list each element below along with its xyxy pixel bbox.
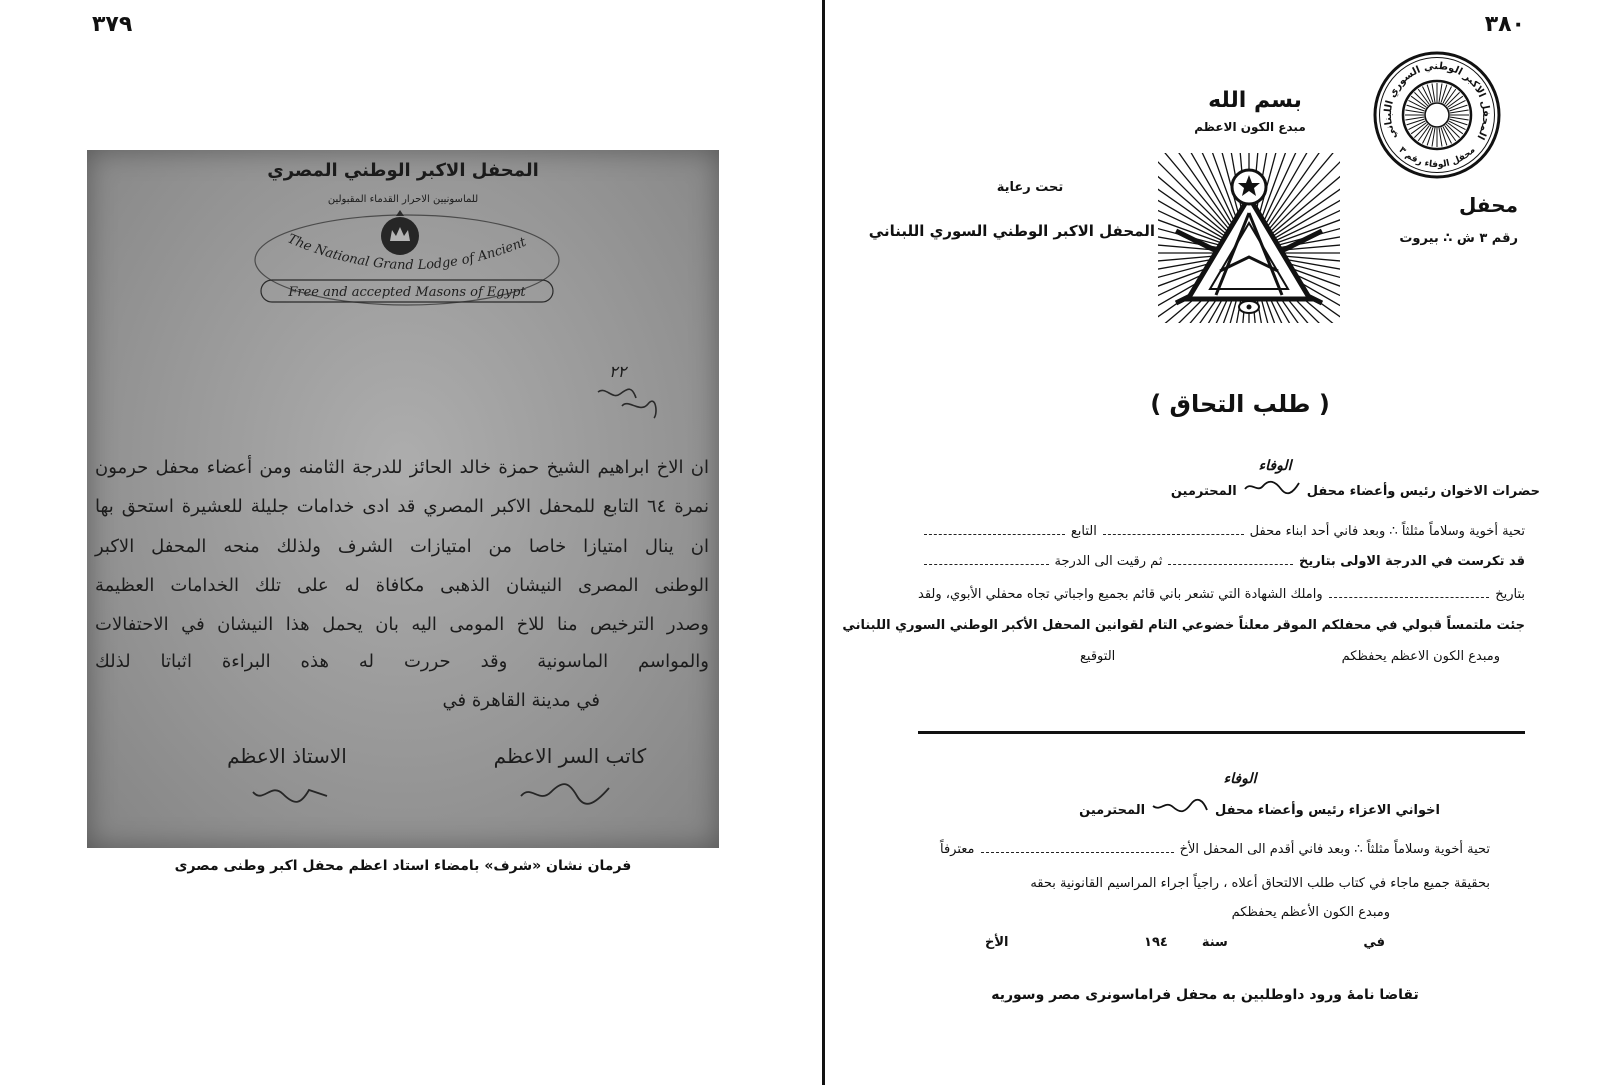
certificate-place-line: في مدينة القاهرة في	[442, 690, 600, 711]
certificate-header-subtitle: للماسونيين الاحرار القدماء المقبولين	[327, 194, 479, 205]
handwritten-date: ٢٢	[609, 362, 627, 381]
sunburst-ray	[1449, 105, 1467, 111]
certificate-body-line: والمواسم الماسونية وقد حررت له هذه البراءة اثباتا لذلك	[95, 651, 709, 672]
sunburst-ray	[1269, 173, 1364, 240]
sunburst-ray	[1432, 128, 1435, 147]
salutation-suffix: المحترمين	[1170, 484, 1237, 499]
form-text: جئت ملتمساً قبولي في محفلكم الموقر معلناً خضوعي التام لقوانين المحفل الأكبر الوطني السوري اللبناني	[842, 618, 1525, 633]
sunburst-ray	[1427, 85, 1433, 103]
salutation-text: حضرات الاخوان رئيس وأعضاء محفل	[1306, 484, 1540, 499]
seal-face-icon	[1425, 103, 1449, 127]
recommendation-salutation	[1079, 798, 1440, 818]
sunburst-ray	[1449, 119, 1467, 125]
secretary-signature-scribble	[517, 778, 617, 808]
sunburst-ray	[1441, 127, 1447, 145]
recommendation-line-2	[960, 875, 1490, 893]
sunburst-ray	[1142, 163, 1231, 238]
recommendation-date-line	[985, 934, 1385, 952]
blank-field	[1103, 523, 1244, 535]
certificate-photo	[87, 150, 719, 848]
sunburst-ray	[1427, 127, 1433, 145]
application-salutation	[1150, 479, 1540, 497]
sunburst-ray	[1407, 119, 1425, 125]
handwritten-lodge-scribble	[1243, 479, 1301, 495]
salutation-suffix: المحترمين	[1079, 803, 1146, 818]
crest-arc-text: The National Grand Lodge of Ancient	[285, 231, 529, 274]
year-value: ١٩٤	[1144, 935, 1168, 950]
sunburst-ray	[1450, 117, 1469, 120]
sunburst-ray	[1441, 85, 1447, 103]
salutation-text: اخواني الاعزاء رئيس وأعضاء محفل	[1215, 803, 1440, 818]
recommendation-handwritten-lodge: الوفاء	[1223, 771, 1257, 787]
form-text: بحقيقة جميع ماجاء في كتاب طلب الالتحاق أعلاه ، راجياً اجراء المراسيم القانونية بحقه	[1030, 876, 1490, 891]
page-gutter-line	[822, 0, 825, 1085]
grand-lodge-crest	[247, 210, 567, 310]
blank-field	[1168, 553, 1293, 565]
sunburst-ray	[1407, 105, 1425, 111]
closing-text: ومبدع الكون الأعظم يحفظكم	[1231, 905, 1390, 920]
sunburst-ray	[1405, 117, 1424, 120]
sunburst-ray	[1450, 110, 1469, 113]
application-line-1	[918, 523, 1525, 541]
certificate-body-line: نمرة ٦٤ التابع للمحفل الاكبر المصري قد ادى خدامات جليلة للعشيرة استحق بها	[95, 496, 709, 517]
sunburst-ray	[1439, 128, 1442, 147]
form-text: تحية أخوية وسلاماً مثلثاً ∴ وبعد فاني أقدم الى المحفل الأخ	[1179, 842, 1490, 857]
handwritten-lodge-scribble	[1151, 798, 1209, 814]
seal-bottom-text: محفل الوفاء رقم ٣	[1396, 145, 1478, 171]
application-handwritten-lodge: الوفاء	[1258, 458, 1292, 474]
sunburst-ray	[1267, 163, 1356, 238]
recommendation-closing-line	[1150, 904, 1390, 922]
blank-field	[981, 841, 1174, 853]
invocation: مبدع الكون الاعظم	[1194, 120, 1306, 134]
masonic-emblem	[1158, 153, 1340, 323]
certificate-header-title: المحفل الاكبر الوطني المصري	[267, 160, 539, 181]
sunburst-ray	[1405, 110, 1424, 113]
right-figure-caption: تقاضا نامهٔ ورود داوطلبين به محفل فراماسونرى مصر وسوريه	[991, 987, 1419, 1003]
form-text: قد تكرست في الدرجة الاولى بتاريخ	[1298, 554, 1525, 569]
blank-field	[924, 553, 1049, 565]
signature-label: التوقيع	[1080, 649, 1116, 664]
lodge-label: محفل	[1458, 193, 1518, 217]
secretary-signature-label: كاتب السر الاعظم	[493, 744, 647, 768]
blank-field	[924, 523, 1065, 535]
sunburst-ray	[1266, 154, 1348, 236]
certificate-body-line: الوطنى المصرى النيشان الذهبى مكافاة له على تلك الخدامات العظيمة	[95, 575, 709, 596]
certificate-body-line: ان ينال امتيازا خاصا من امتيازات الشرف ولذلك منحه المحفل الاكبر	[95, 536, 709, 557]
right-page-number: ٣٨٠	[1484, 12, 1525, 37]
handwritten-date-scribble	[592, 384, 662, 422]
lodge-number: رقم ٣ ش ∴ بيروت	[1399, 231, 1518, 246]
application-line-2	[918, 553, 1525, 571]
application-closing-line	[1040, 648, 1500, 666]
closing-text: ومبدع الكون الاعظم يحفظكم	[1341, 649, 1500, 664]
sunburst-ray	[1439, 83, 1442, 102]
left-page-number: ٣٧٩	[92, 12, 133, 37]
application-line-3	[918, 586, 1525, 604]
sunburst-ray	[1432, 83, 1435, 102]
sunburst-ray	[1263, 138, 1330, 233]
section-divider	[918, 731, 1525, 734]
left-figure-caption: فرمان نشان «شرف» بامضاء استاد اعظم محفل اكبر وطنى مصرى	[174, 858, 632, 874]
form-text: ثم رقيت الى الدرجة	[1054, 554, 1163, 569]
application-line-4	[842, 617, 1525, 635]
year-label: سنة	[1201, 935, 1228, 950]
grand-master-signature-label: الاستاذ الاعظم	[227, 744, 347, 768]
sunburst-ray	[1169, 138, 1236, 233]
signer-label: الأخ	[984, 935, 1009, 950]
crest-banner-text: Free and accepted Masons of Egypt	[288, 285, 526, 300]
sunburst-ray	[1159, 146, 1234, 235]
patronage-label: تحت رعاية	[996, 180, 1064, 195]
sunburst-ray	[1264, 146, 1339, 235]
form-text: معترفاً	[940, 842, 975, 857]
form-text: بتاريخ	[1495, 587, 1525, 602]
certificate-body-line: وصدر الترخيص منا للاخ المومى اليه بان يحمل هذا النيشان في الاحتفالات	[95, 614, 709, 635]
form-title: ( طلب التحاق )	[1150, 390, 1330, 418]
form-text: واملك الشهادة التي تشعر باني قائم بجميع واجباتي تجاه محفلي الأبوي، ولقد	[918, 587, 1323, 602]
grand-master-signature-scribble	[247, 778, 337, 808]
grand-lodge-name: المحفل الاكبر الوطني السوري اللبناني	[868, 222, 1155, 240]
lodge-seal	[1372, 50, 1502, 180]
recommendation-line-1	[940, 841, 1490, 859]
date-in-label: في	[1363, 935, 1385, 950]
form-text: التابع	[1070, 524, 1097, 539]
form-text: تحية أخوية وسلاماً مثلثاً ∴ وبعد فاني أحد ابناء محفل	[1249, 524, 1525, 539]
blank-field	[1329, 586, 1490, 598]
certificate-body-line: ان الاخ ابراهيم الشيخ حمزة خالد الحائز للدرجة الثامنه ومن أعضاء محفل حرمون	[95, 457, 709, 478]
sunburst-ray	[1150, 154, 1232, 236]
seal-top-text: المحفل الاكبر الوطني السوري اللبناني	[1382, 60, 1492, 142]
basmala: بسم الله	[1208, 88, 1302, 113]
